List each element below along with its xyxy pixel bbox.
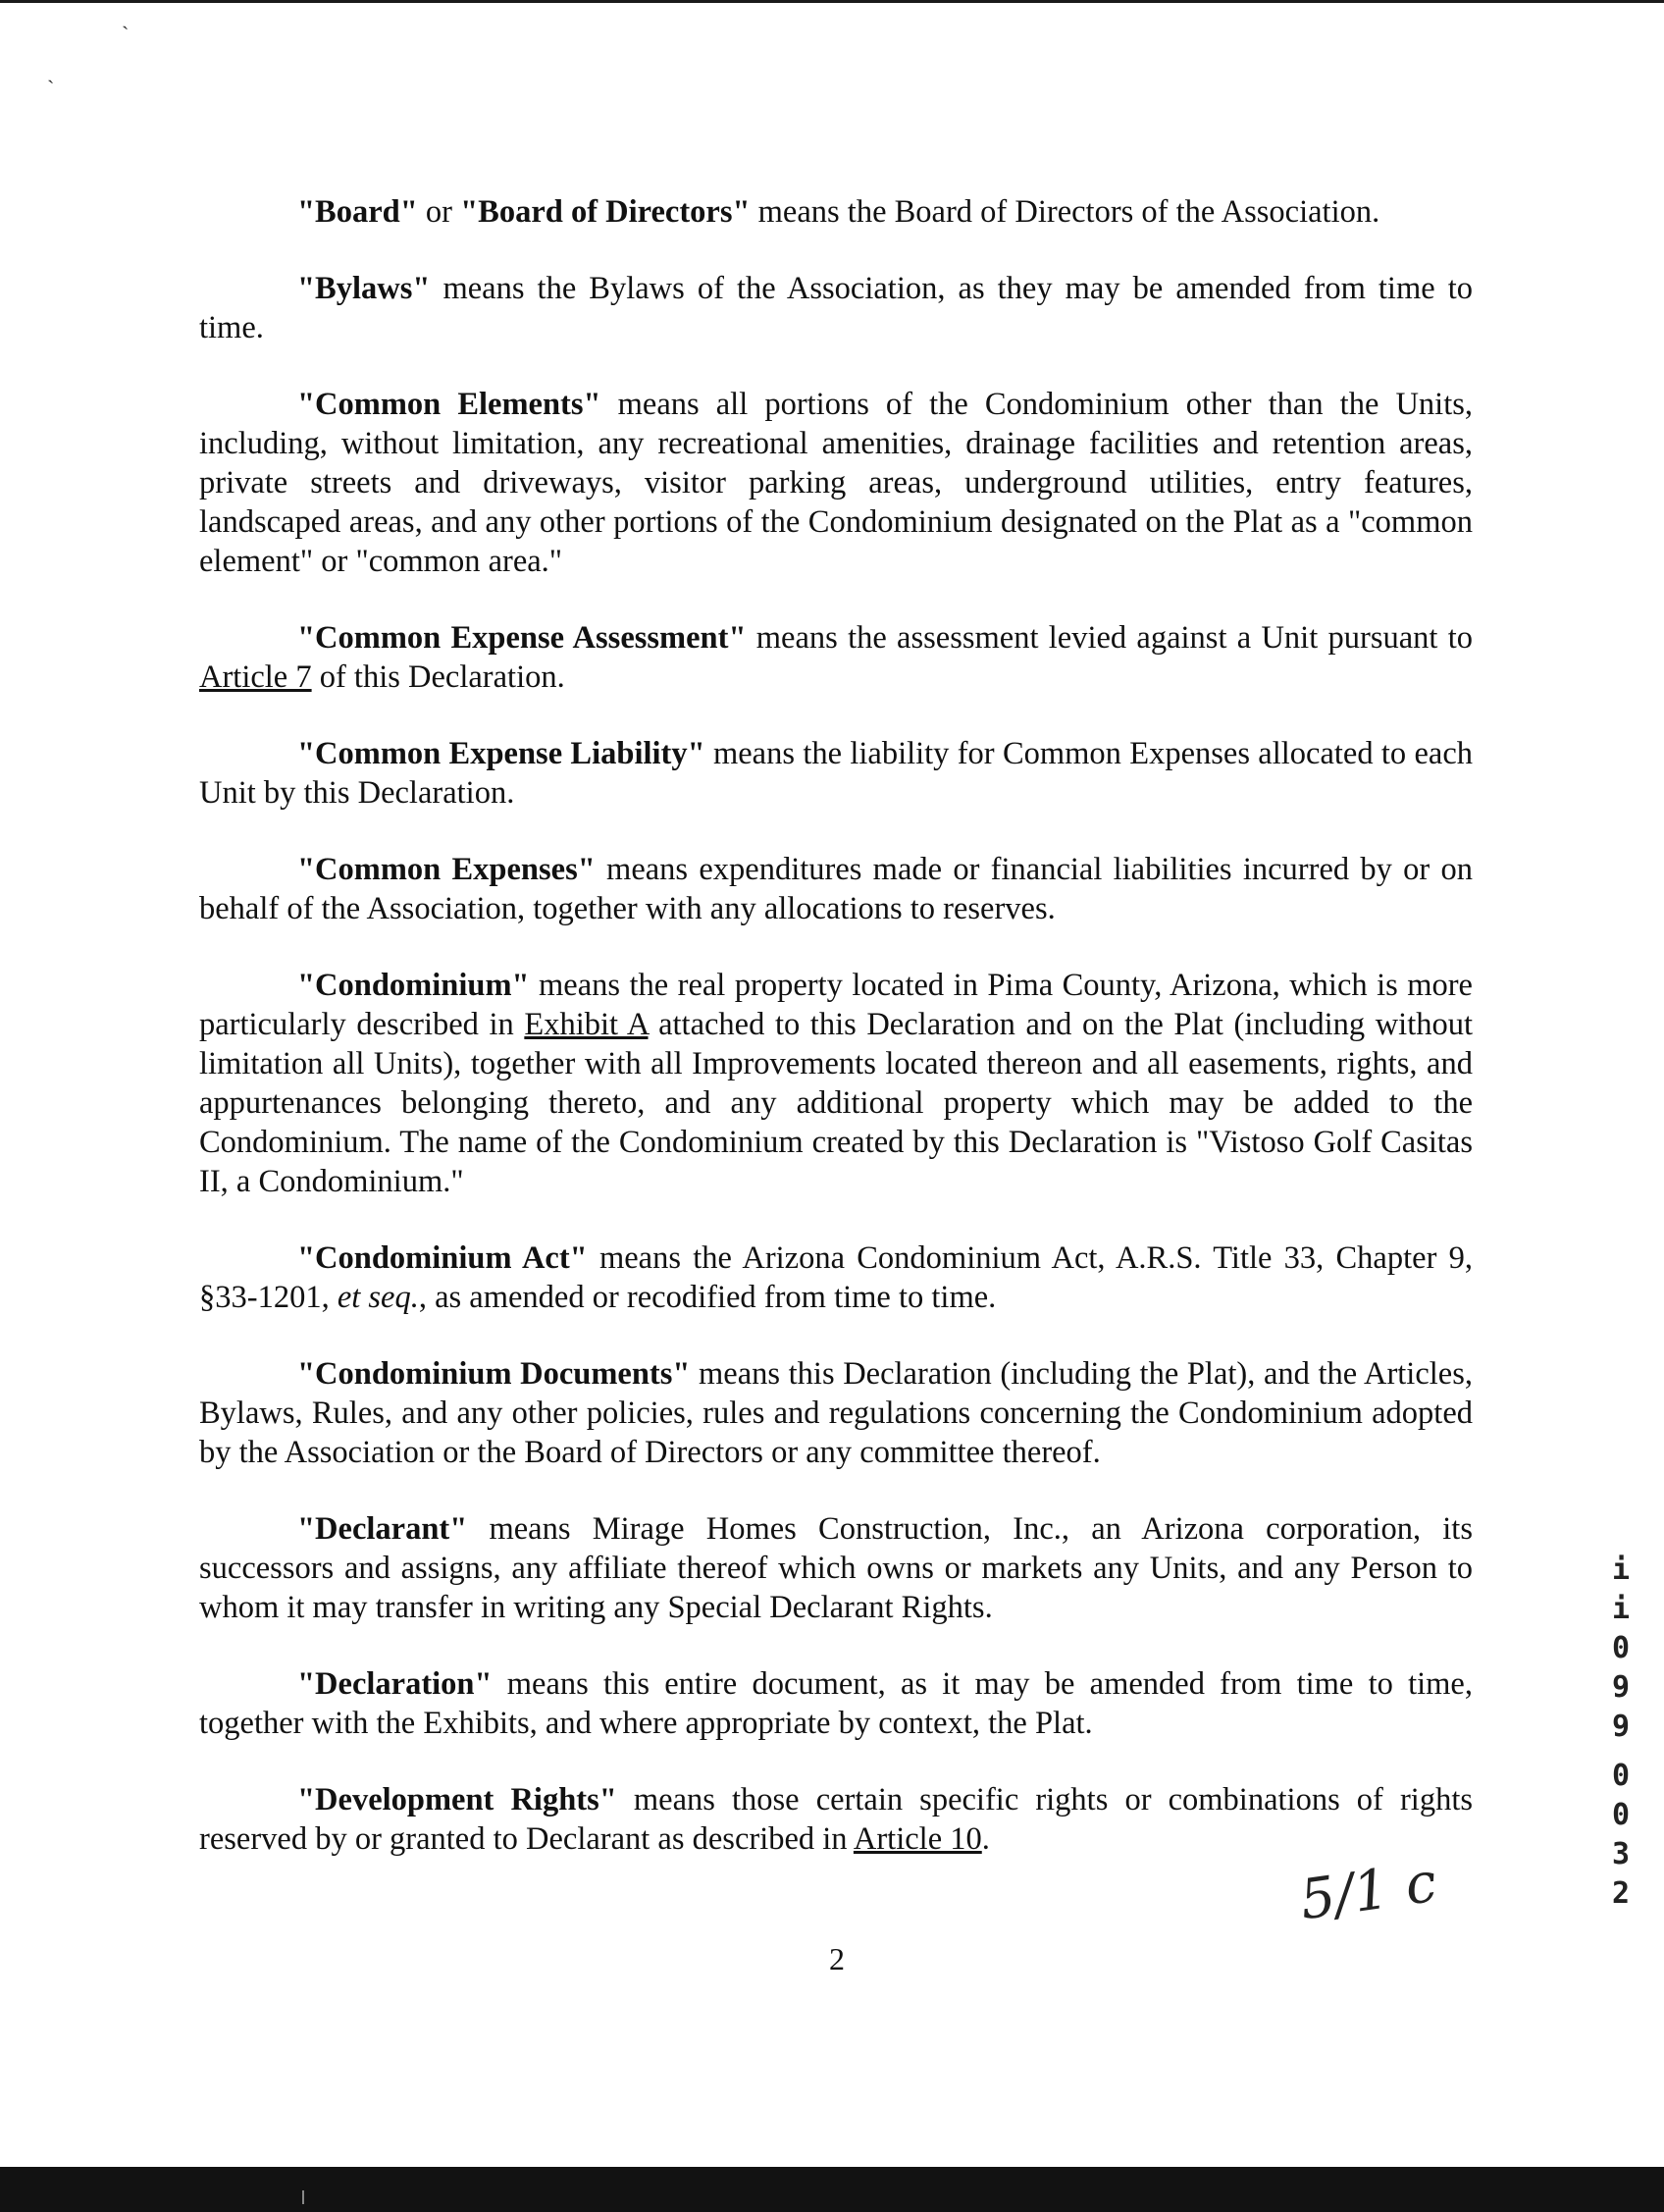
scan-top-edge bbox=[0, 0, 1664, 3]
stamp-char: i bbox=[1611, 1553, 1631, 1587]
definition-text: means this Declaration (including the Plat), and the Articles, Bylaws, Rules, and any other policies, rules and regulations concerning the Condominium adopted by the Association or the Board of Directors or any committee thereof. bbox=[199, 1356, 1473, 1470]
scan-mark: ˋ bbox=[122, 22, 130, 46]
page-number: 2 bbox=[829, 1941, 845, 1976]
definition-text: means the real property located in Pima County, Arizona, which is more particularly described in bbox=[199, 968, 1473, 1042]
latin-phrase: et seq. bbox=[337, 1280, 419, 1315]
definition-text: means the liability for Common Expenses allocated to each Unit by this Declaration. bbox=[199, 736, 1474, 811]
defined-term: "Common Expenses" bbox=[297, 852, 596, 887]
definition-condominium bbox=[199, 966, 1473, 1201]
definition-text: means the Board of Directors of the Association. bbox=[750, 194, 1380, 230]
definition-text: means this entire document, as it may be amended from time to time, together with the Exhibits, and where appropriate by context, the Plat. bbox=[199, 1666, 1473, 1741]
recording-stamp-lower bbox=[1609, 1757, 1633, 1914]
definition-text: means the Arizona Condominium Act, A.R.S. Title 33, Chapter 9, §33-1201, bbox=[199, 1240, 1473, 1315]
definition-text: means expenditures made or financial liabilities incurred by or on behalf of the Association, together with any allocations to reserves. bbox=[199, 852, 1474, 926]
definition-common-expenses bbox=[199, 850, 1473, 928]
defined-term: "Declaration" bbox=[297, 1666, 493, 1702]
stamp-char: 9 bbox=[1611, 1710, 1631, 1744]
definition-text: , as amended or recodified from time to time. bbox=[418, 1280, 997, 1315]
definition-text: . bbox=[981, 1821, 990, 1857]
definition-text: means Mirage Homes Construction, Inc., an Arizona corporation, its successors and assigns, any affiliate thereof which owns or markets any Units, and any Person to whom it may transfer in writing any Special Declarant Rights. bbox=[199, 1511, 1473, 1625]
definition-condominium-documents bbox=[199, 1354, 1473, 1472]
definition-declarant bbox=[199, 1509, 1473, 1627]
stamp-char: 3 bbox=[1611, 1837, 1631, 1871]
stamp-char: 9 bbox=[1611, 1670, 1631, 1705]
definition-development-rights bbox=[199, 1780, 1473, 1859]
defined-term: "Common Elements" bbox=[297, 387, 601, 422]
definition-text: means the Bylaws of the Association, as they may be amended from time to time. bbox=[199, 271, 1473, 345]
stamp-char: 2 bbox=[1611, 1876, 1631, 1911]
stamp-char: 0 bbox=[1611, 1631, 1631, 1665]
definition-board bbox=[199, 192, 1473, 232]
article-reference: Article 10 bbox=[853, 1821, 982, 1857]
definition-text: means the assessment levied against a Unit pursuant to bbox=[746, 620, 1473, 656]
defined-term: "Board of Directors" bbox=[460, 194, 751, 230]
defined-term: "Bylaws" bbox=[297, 271, 431, 306]
stamp-char: 0 bbox=[1611, 1798, 1631, 1832]
definition-text: means all portions of the Condominium other than the Units, including, without limitation, any recreational amenities, drainage facilities and retention areas, private streets and driveways, visitor parking areas, underground utilities, entry features, landscaped areas, and any other portions of the Condominium designated on the Plat as a "common element" or "common area." bbox=[199, 387, 1474, 579]
recording-stamp-upper bbox=[1609, 1551, 1633, 1747]
definition-common-expense-assessment bbox=[199, 618, 1473, 697]
definition-condominium-act bbox=[199, 1238, 1473, 1317]
scan-bottom-edge bbox=[0, 2167, 1664, 2212]
defined-term: "Condominium Act" bbox=[297, 1240, 588, 1276]
definition-common-expense-liability bbox=[199, 734, 1473, 813]
defined-term: "Board" bbox=[297, 194, 418, 230]
definition-connector: or bbox=[417, 194, 461, 230]
definition-declaration bbox=[199, 1664, 1473, 1743]
definition-text: means those certain specific rights or combinations of rights reserved by or granted to Declarant as described in bbox=[199, 1782, 1473, 1857]
scan-mark bbox=[302, 2190, 304, 2204]
defined-term: "Development Rights" bbox=[297, 1782, 617, 1817]
defined-term: "Common Expense Assessment" bbox=[297, 620, 747, 656]
defined-term: "Declarant" bbox=[297, 1511, 468, 1547]
stamp-char: i bbox=[1611, 1592, 1631, 1626]
definition-bylaws bbox=[199, 269, 1473, 347]
definition-text: of this Declaration. bbox=[311, 659, 565, 695]
handwritten-initials: 5/1 c bbox=[1296, 1850, 1441, 1933]
defined-term: "Common Expense Liability" bbox=[297, 736, 705, 771]
scan-mark: ˏ bbox=[47, 59, 55, 83]
defined-term: "Condominium Documents" bbox=[297, 1356, 691, 1392]
stamp-char: 0 bbox=[1611, 1759, 1631, 1793]
exhibit-reference: Exhibit A bbox=[524, 1007, 649, 1042]
definition-text: attached to this Declaration and on the Plat (including without limitation all Units), together with all Improvements located thereon and all easements, rights, and appurtenances belonging thereto, and any additional property which may be added to the Condominium. The name of the Condominium created by this Declaration is "Vistoso Golf Casitas II, a Condominium." bbox=[199, 1007, 1474, 1199]
definitions-section bbox=[199, 192, 1473, 1896]
defined-term: "Condominium" bbox=[297, 968, 530, 1003]
article-reference: Article 7 bbox=[199, 659, 312, 695]
definition-common-elements bbox=[199, 385, 1473, 581]
